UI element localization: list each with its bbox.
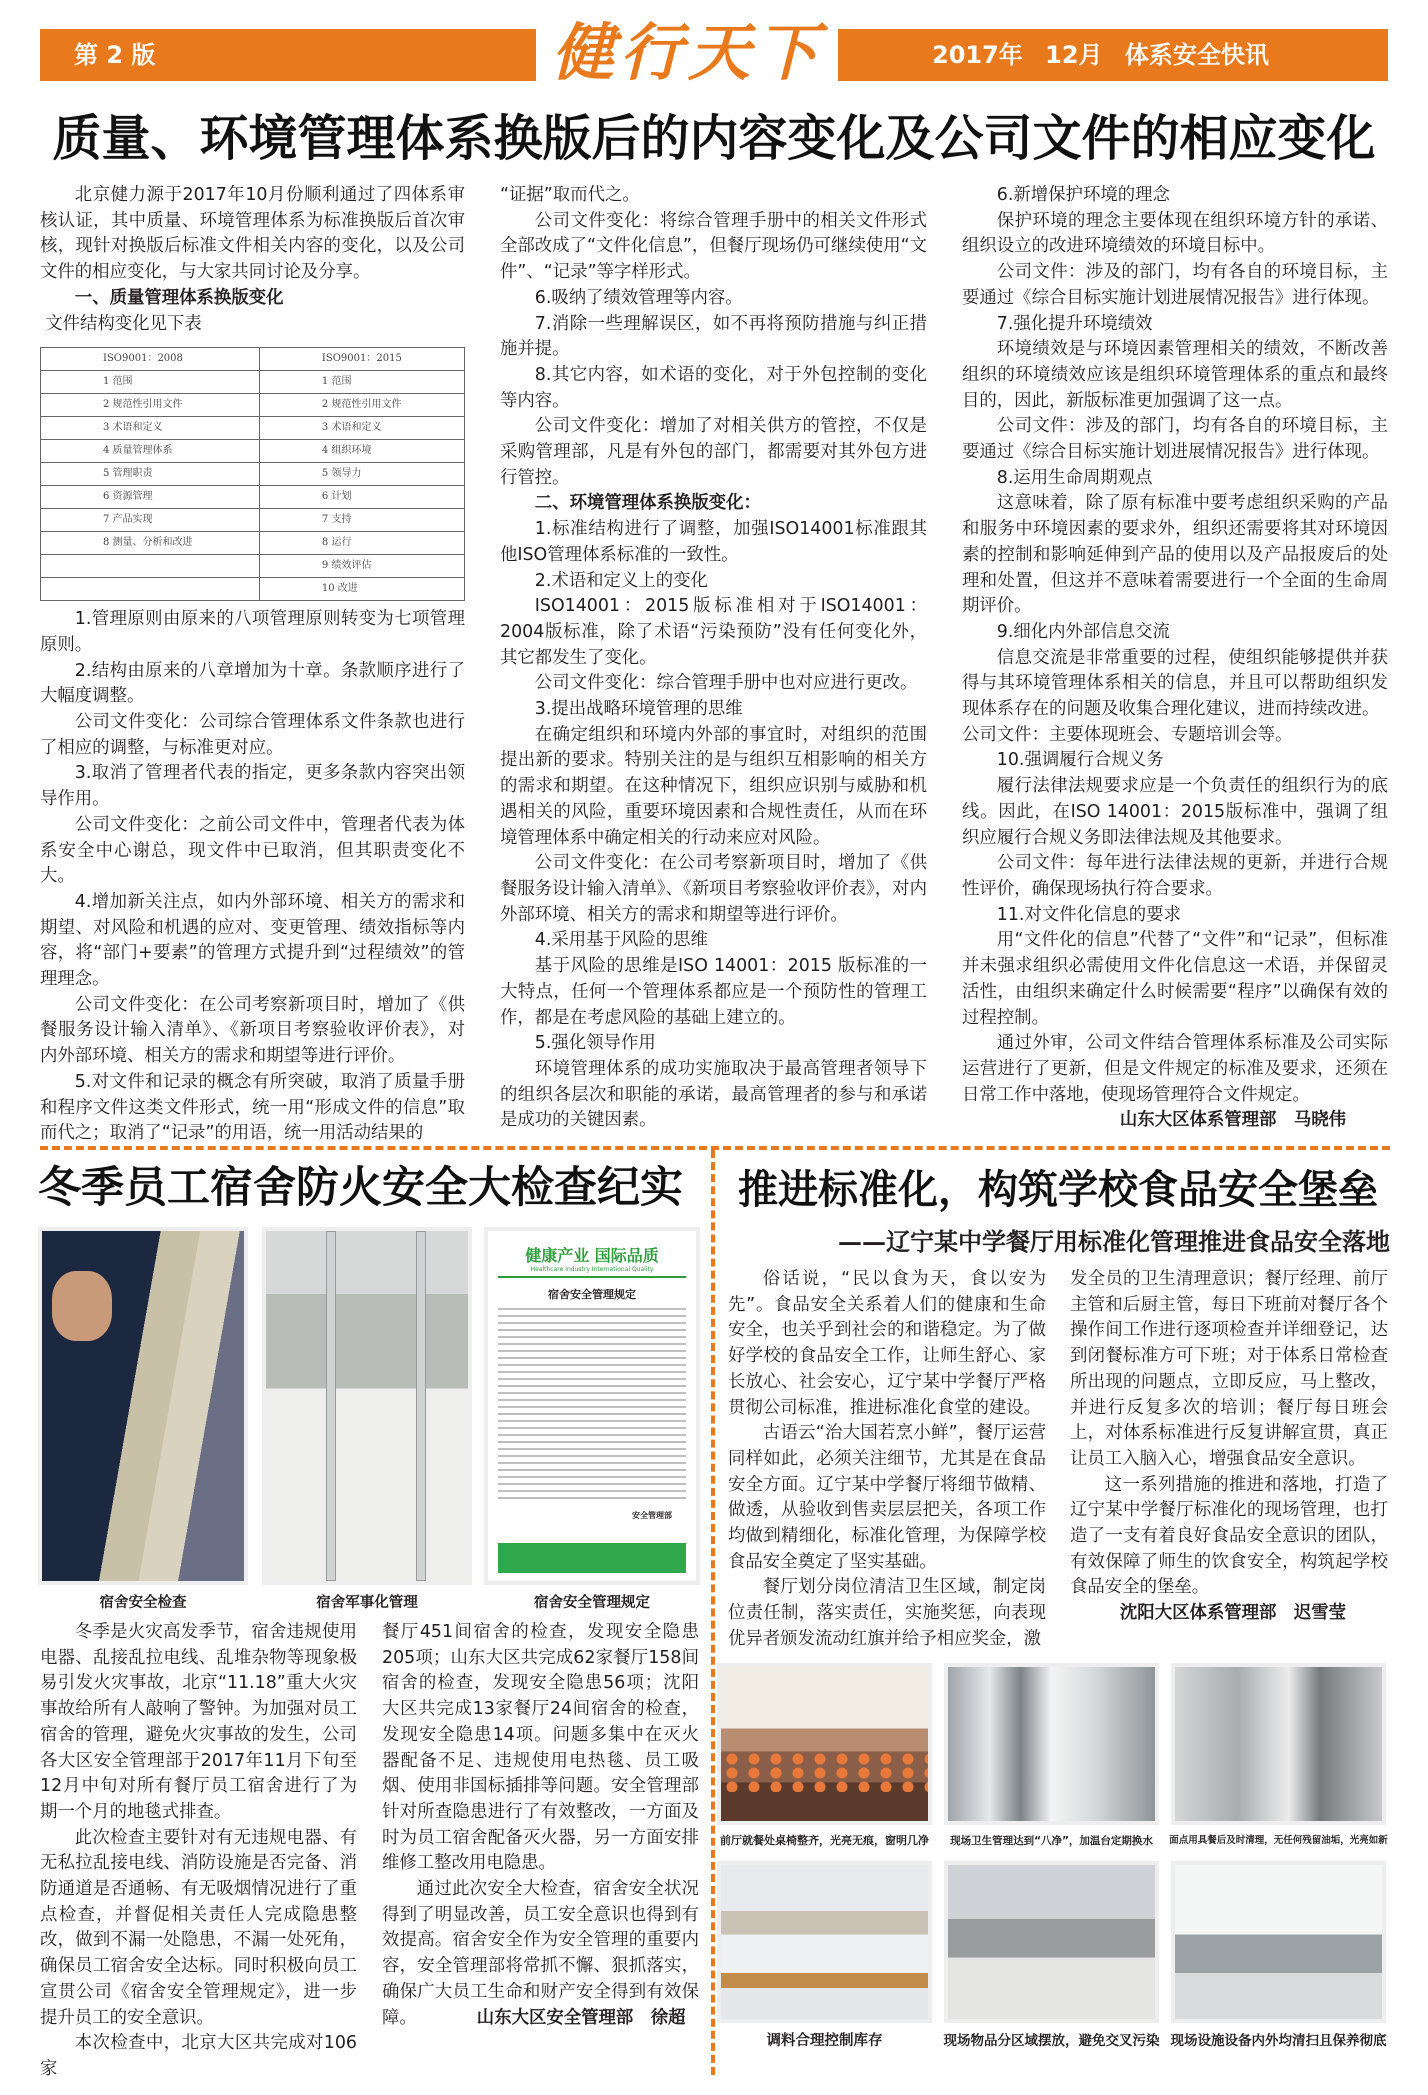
paragraph-text: 公司文件变化：将综合管理手册中的相关文件形式全部改成了“文件化信息”，但餐厅现场仍可继续使用“文件”、“记录”等字样形式。 [500,210,928,283]
article-1-column-1 [40,183,465,1147]
paragraph-text: 公司文件：涉及的部门，均有各自的环境目标，主要通过《综合目标实施计划进展情况报告》进行体现。 [962,262,1388,308]
paragraph-text: 餐厅划分岗位清洁卫生区域，制定岗位责任制，落实责任，实施奖惩，向表现优异者颁发流动红旗并给予相应奖金，激 [728,1577,1046,1649]
article-2-column-1 [40,1620,357,2083]
paragraph-text: 公司文件变化：之前公司文件中，管理者代表为体系安全中心谢总，现文件中已取消，但其职责变化不大。 [40,814,465,887]
paragraph [500,697,927,723]
paragraph [962,851,1388,902]
paragraph-text: ISO14001：2015版标准相对于ISO14001：2004版标准，除了术语“污染预防”没有任何变化外，其它都发生了变化。 [500,596,927,668]
paragraph [962,928,1388,1031]
table-row [41,371,465,394]
table-row [41,394,465,417]
notice-signature: 安全管理部 [632,1511,672,1520]
paragraph [962,620,1388,646]
photo-caption: 前厅就餐处桌椅整齐，光亮无痕，窗明几净 [720,1834,929,1847]
paragraph-text: 一、质量管理体系换版变化 [74,287,284,308]
paragraph [500,928,927,954]
paragraph [40,890,465,993]
paragraph-text: 5.强化领导作用 [534,1033,656,1054]
table-cell: 3 术语和定义 [259,417,464,440]
table-cell: 1 范围 [259,371,464,394]
paragraph-text: “证据”取而代之。 [500,185,640,205]
paragraph-text: 3.取消了管理者代表的指定，更多条款内容突出领导作用。 [40,763,465,810]
photo-pastry-tools [1171,1663,1386,1825]
paragraph-text: 2.术语和定义上的变化 [534,570,708,591]
paragraph-text: 公司文件变化：在公司考察新项目时，增加了《供餐服务设计输入清单》、《新项目考察验收评价表》，对内外部环境、相关方的需求和期望等进行评价。 [500,853,927,925]
paragraph-text: 通过外审，公司文件结合管理体系标准及公司实际运营进行了更新，但是文件规定的标准及要求，还须在日常工作中落地，使现场管理符合文件规定。 [962,1033,1388,1105]
paragraph-text: 7.消除一些理解误区，如不再将预防措施与纠正措施并提。 [500,313,927,360]
table-row [41,532,465,555]
paragraph-text: 5.对文件和记录的概念有所突破，取消了质量手册和程序文件这类文件形式，统一用“形成文件的信息”取而代之；取消了“记录”的用语，统一用活动结果的 [40,1071,465,1144]
photo-caption: 现场物品分区域摆放，避免交叉污染 [943,2033,1160,2049]
notice-brand: 健康产业 国际品质 [525,1246,659,1265]
table-row [41,463,465,486]
paragraph [40,761,465,812]
table-row [41,555,465,578]
photo-dorm-bunk-beds [262,1227,472,1585]
table-cell [41,555,260,578]
photo-dining-hall [717,1663,932,1825]
article-3-column-2 [1070,1267,1388,1627]
table-cell: 1 范围 [41,371,260,394]
paragraph-text: 公司文件变化：综合管理手册中也对应进行更改。 [534,673,918,694]
paragraph [728,1575,1046,1652]
section-divider-horizontal [40,1146,1390,1150]
paragraph-text: 公司文件变化：公司综合管理体系文件条款也进行了相应的调整，与标准更对应。 [40,712,465,758]
paragraph [500,569,927,595]
paragraph [500,517,927,568]
paragraph [962,466,1388,492]
photo-kitchen-sinks [1171,1861,1386,2023]
paragraph-text: 公司文件变化：增加了对相关供方的管控，不仅是采购管理部，凡是有外包的部门，都需要对其外包方进行管控。 [500,416,927,488]
paragraph [40,1070,465,1147]
paragraph-text: 履行法律法规要求应是一个负责任的组织行为的底线。因此，在ISO 14001：2015版标准中，强调了组织应履行合规义务即法律法规及其他要求。 [962,776,1388,848]
paragraph-text: 环境管理体系的成功实施取决于最高管理者领导下的组织各层次和职能的承诺，最高管理者的参与和承诺是成功的关键因素。 [500,1058,927,1131]
paragraph [728,1421,1046,1575]
photo-caption: 宿舍安全管理规定 [534,1595,650,1611]
article-1-column-3 [962,183,1388,1134]
table-row [41,486,465,509]
photo-caption: 宿舍军事化管理 [316,1595,418,1611]
table-row [41,578,465,601]
date-banner [838,29,1388,81]
paragraph [500,671,927,697]
table-cell: 2 规范性引用文件 [41,394,260,417]
paragraph [382,1877,699,2031]
section-heading [500,491,927,517]
paragraph [962,209,1388,260]
paragraph [40,1620,357,1826]
paragraph-text: 在确定组织和环境内外部的事宜时，对组织的范围提出新的要求。特别关注的是与组织互相影响的相关方的需求和期望。在这种情况下，组织应识别与威胁和机遇相关的风险，重要环境因素和合规性责任，从而在环境管理体系中确定相关的行动来应对风险。 [500,724,927,848]
table-cell: 6 资源管理 [41,486,260,509]
table-row [41,440,465,463]
paragraph [962,723,1388,749]
paragraph-text: 公司文件：每年进行法律法规的更新，并进行合规性评价，确保现场执行符合要求。 [962,853,1388,899]
paragraph-text: 基于风险的思维是ISO 14001：2015 版标准的一大特点，任何一个管理体系都应是一个预防性的管理工作，都是在考虑风险的基础上建立的。 [500,956,927,1028]
paragraph-text: 古语云“治大国若烹小鲜”，餐厅运营同样如此，必须关注细节，尤其是在食品安全方面。辽宁某中学餐厅将细节做精、做透，从验收到售卖层层把关，各项工作均做到精细化，标准化管理，为保障学校食品安全奠定了坚实基础。 [728,1423,1046,1572]
paragraph [40,813,465,890]
paragraph [962,748,1388,774]
paragraph-text: 公司文件：涉及的部门，均有各自的环境目标，主要通过《综合目标实施计划进展情况报告》进行体现。 [962,416,1388,463]
table-cell: 8 测量、分析和改进 [41,532,260,555]
photo-caption: 面点用具餐后及时清理，无任何残留油垢，光亮如新 [1169,1835,1388,1846]
paragraph-text: 公司文件变化：在公司考察新项目时，增加了《供餐服务设计输入清单》、《新项目考察验收评价表》，对内外部环境、相关方的需求和期望等进行评价。 [40,994,465,1067]
paragraph-text: 北京健力源于2017年10月份顺利通过了四体系审核认证，其中质量、环境管理体系为标准换版后首次审核，现针对换版后标准文件相关内容的变化，以及公司文件的相应变化，与大家共同讨论及分享。 [40,185,465,283]
table-cell: ISO9001：2008 [41,348,260,371]
paragraph [962,312,1388,338]
paragraph-text: 10.强调履行合规义务 [996,750,1164,771]
photo-warming-counter [944,1663,1159,1825]
paragraph [500,286,927,312]
paragraph [962,183,1388,209]
paragraph-text: 本次检查中，北京大区共完成对106家 [40,2033,357,2079]
table-cell: 2 规范性引用文件 [259,394,464,417]
paragraph [40,607,465,658]
paragraph [728,1267,1046,1421]
table-cell: 7 产品实现 [41,509,260,532]
paragraph [500,209,927,286]
paragraph-text: 此次检查主要针对有无违规电器、有无私拉乱接电线、消防设施是否完备、消防通道是否通畅、有无吸烟情况进行了重点检查，并督促相关责任人完成隐患整改，做到不漏一处隐患，不漏一处死角，确保员工宿舍安全达标。同时积极向员工宣贯公司《宿舍安全管理规定》，进一步提升员工的安全意识。 [40,1827,357,2028]
paragraph [962,1031,1388,1108]
byline [1070,1601,1388,1627]
table-cell: 3 术语和定义 [41,417,260,440]
paragraph [962,774,1388,851]
table-cell: ISO9001：2015 [259,348,464,371]
section-heading [40,286,465,312]
table-header-row [41,348,465,371]
paragraph [962,414,1388,465]
paragraph-text: 信息交流是非常重要的过程，使组织能够提供并获得与其环境管理体系相关的信息，并且可以帮助组织发现体系存在的问题及收集合理化建议，进而持续改进。 [962,647,1388,720]
table-cell: 6 计划 [259,486,464,509]
paragraph-text: 俗话说，“民以食为天，食以安为先”。食品安全关系着人们的健康和生命安全，也关乎到社会的和谐稳定。为了做好学校的食品安全工作，让师生舒心、家长放心、社会安心，辽宁某中学餐厅严格贯彻公司标准，推进标准化食堂的建设。 [728,1269,1046,1418]
paragraph-text: 8.运用生命周期观点 [996,467,1153,488]
edition-number: 第 2 版 [74,41,156,69]
paragraph-text: 11.对文件化信息的要求 [996,904,1181,925]
paragraph-text: 3.提出战略环境管理的思维 [534,699,743,720]
paragraph [40,1826,357,2032]
table-cell: 7 支持 [259,509,464,532]
paragraph [500,183,927,209]
article-2-column-2 [382,1620,699,2031]
paragraph-text: 6.新增保护环境的理念 [996,185,1170,205]
photo-dorm-inspection [38,1227,248,1585]
notice-footer [498,1543,686,1573]
paragraph [40,659,465,710]
photo-caption: 宿舍安全检查 [99,1595,187,1611]
paragraph-text: 1.标准结构进行了调整，加强ISO14001标准跟其他ISO管理体系标准的一致性。 [500,519,927,565]
paragraph [962,260,1388,311]
paragraph-text: 发全员的卫生清理意识；餐厅经理、前厅主管和后厨主管，每日下班前对餐厅各个操作间工作进行逐项检查并详细登记，达到闭餐标准方可下班；对于体系日常检查所出现的问题点，立即反应，马上整改，并进行反复多次的培训；餐厅每日班会上，对体系标准进行反复讲解宣贯，真正让员工入脑入心，增强食品安全意识。 [1070,1269,1388,1469]
issue-date-section: 2017年 12月 体系安全快讯 [932,41,1269,69]
paragraph [500,723,927,852]
paragraph-text: 公司文件：主要体现班会、专题培训会等。 [962,724,1293,745]
paragraph-text: 2.结构由原来的八章增加为十章。条款顺序进行了大幅度调整。 [40,660,465,707]
paragraph [40,2031,357,2082]
paragraph-text: 1.管理原则由原来的八项管理原则转变为七项管理原则。 [40,609,465,655]
paragraph [962,646,1388,723]
byline: 山东大区安全管理部 徐超 [476,2007,686,2028]
paragraph-text: 用“文件化的信息”代替了“文件”和“记录”，但标准并未强求组织必需使用文件化信息这一术语，并保留灵活性，由组织来确定什么时候需要“程序”以确保有效的过程控制。 [962,930,1388,1028]
paragraph [40,183,465,286]
notice-body-text [498,1308,686,1504]
paragraph [500,1057,927,1134]
paragraph [40,710,465,761]
paragraph-text: 8.其它内容，如术语的变化，对于外包控制的变化等内容。 [500,364,927,411]
paragraph [500,414,927,491]
paragraph [500,312,927,363]
paragraph-text: 冬季是火灾高发季节，宿舍违规使用电器、乱接乱拉电线、乱堆杂物等现象极易引发火灾事故，北京“11.18”重大火灾事故给所有人敲响了警钟。为加强对员工宿舍的管理，避免火灾事故的发生，公司各大区安全管理部于2017年11月下旬至12月中旬对所有餐厅员工宿舍进行了为期一个月的地毯式排查。 [40,1622,357,1822]
photo-caption: 调料合理控制库存 [766,2033,883,2049]
photo-seasoning-storage [717,1861,932,2023]
table-cell [41,578,260,601]
paragraph [962,491,1388,620]
photo-caption: 现场卫生管理达到“八净”，加温台定期换水 [950,1835,1153,1847]
paragraph-text: 山东大区体系管理部 马晓伟 [1119,1110,1346,1131]
photo-kitchen-zones [944,1861,1159,2023]
iso-structure-table [40,347,465,601]
paragraph-text: 通过此次安全大检查，宿舍安全状况得到了明显改善，员工安全意识也得到有效提高。宿舍安全作为安全管理的重要内容，安全管理部将常抓不懈、狠抓落实，确保广大员工生命和财产安全得到有效保障。 [382,1879,699,2028]
paragraph [1070,1267,1388,1473]
table-cell: 8 运行 [259,532,464,555]
paragraph-text: 保护环境的理念主要体现在组织环境方针的承诺、组织设立的改进环境绩效的环境目标中。 [962,210,1388,257]
paragraph-text: 6.吸纳了绩效管理等内容。 [534,287,743,308]
paragraph [382,1620,699,1877]
paragraph-text: 文件结构变化见下表 [45,313,202,334]
article-2-title: 冬季员工宿舍防火安全大检查纪实 [38,1163,683,1213]
section-divider-vertical [711,1150,715,2075]
article-1-title: 质量、环境管理体系换版后的内容变化及公司文件的相应变化 [52,109,1376,167]
paragraph-text: 这意味着，除了原有标准中要考虑组织采购的产品和服务中环境因素的要求外，组织还需要将其对环境因素的控制和影响延伸到产品的使用以及产品报废后的处理和处置，但这并不意味着需要进行一个全面的生命周期评价。 [962,493,1388,617]
paragraph [962,903,1388,929]
paragraph-text: 9.细化内外部信息交流 [996,621,1170,642]
paragraph-text: 环境绩效是与环境因素管理相关的绩效，不断改善组织的环境绩效应该是组织环境管理体系的重点和最终目的，因此，新版标准更加强调了这一点。 [962,339,1388,411]
newspaper-logo: 健行天下 [551,16,824,89]
photo-dorm-safety-notice [484,1227,700,1585]
paragraph-text: 这一系列措施的推进和落地，打造了辽宁某中学餐厅标准化的现场管理，也打造了一支有着良好食品安全意识的团队，有效保障了师生的饮食安全，构筑起学校食品安全的堡垒。 [1070,1474,1388,1598]
table-row [41,417,465,440]
article-3-subtitle: ——辽宁某中学餐厅用标准化管理推进食品安全落地 [838,1227,1390,1256]
byline [962,1108,1388,1134]
paragraph [962,337,1388,414]
table-cell: 5 管理职责 [41,463,260,486]
paragraph-text: 餐厅451间宿舍的检查，发现安全隐患205项；山东大区共完成62家餐厅158间宿舍的检查，发现安全隐患56项；沈阳大区共完成13家餐厅24间宿舍的检查，发现安全隐患14项。问题多集中在灭火器配备不足、违规使用电热毯、员工吸烟、使用非国标插排等问题。安全管理部针对所查隐患进行了有效整改，一方面及时为员工宿舍配备灭火器，另一方面安排维修工整改用电隐患。 [382,1622,699,1874]
edition-banner [40,29,536,81]
photo-caption: 现场设施设备内外均清扫且保养彻底 [1170,2033,1387,2049]
paragraph-text: 4.增加新关注点，如内外部环境、相关方的需求和期望、对风险和机遇的应对、变更管理、绩效指标等内容，将“部门+要素”的管理方式提升到“过程绩效”的管理理念。 [40,891,465,990]
paragraph [500,363,927,414]
paragraph-text: 二、环境管理体系换版变化： [534,493,761,514]
paragraph [500,954,927,1031]
notice-brand-en: Healthcare Industry International Quality [498,1266,686,1278]
notice-title: 宿舍安全管理规定 [548,1288,636,1301]
table-cell: 9 绩效评估 [259,555,464,578]
paragraph-text: 7.强化提升环境绩效 [996,313,1153,334]
paragraph [40,993,465,1070]
paragraph [40,312,465,338]
table-cell: 4 组织环境 [259,440,464,463]
article-1-column-2 [500,183,927,1134]
paragraph-text: 沈阳大区体系管理部 迟雪莹 [1119,1603,1346,1624]
paragraph-text: 4.采用基于风险的思维 [534,930,708,951]
table-cell: 10 改进 [259,578,464,601]
article-3-title: 推进标准化，构筑学校食品安全堡垒 [738,1166,1378,1213]
paragraph [500,851,927,928]
paragraph [500,1031,927,1057]
paragraph [500,594,927,671]
paragraph [1070,1473,1388,1602]
table-row [41,509,465,532]
article-3-column-1 [728,1267,1046,1653]
table-cell: 4 质量管理体系 [41,440,260,463]
table-cell: 5 领导力 [259,463,464,486]
